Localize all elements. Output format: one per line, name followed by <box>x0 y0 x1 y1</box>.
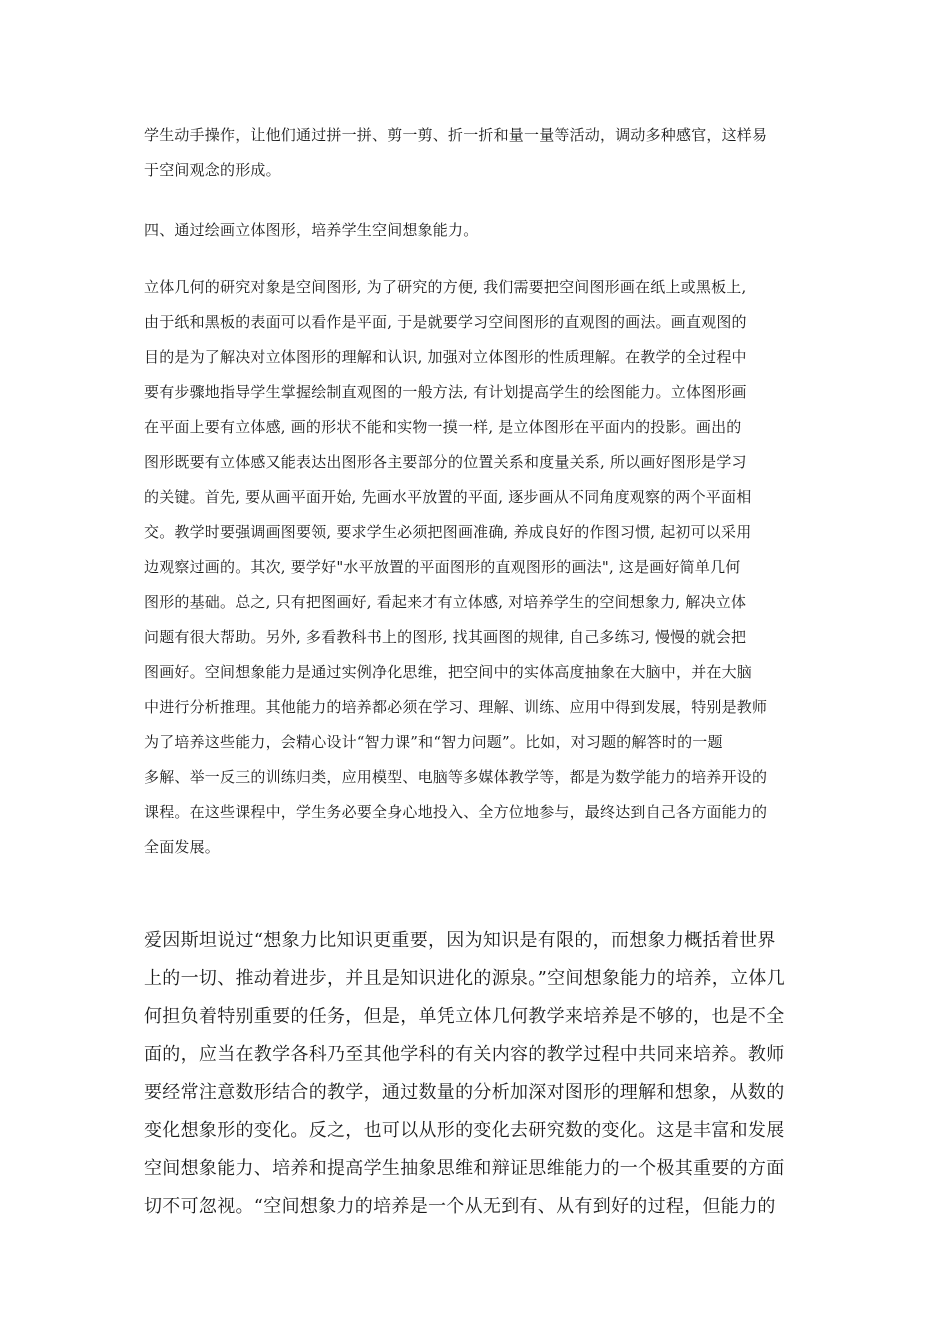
text-line: 在平面上要有立体感, 画的形状不能和实物一摸一样, 是立体图形在平面内的投影。画出的 <box>144 418 742 436</box>
paragraph-hands-on-activities <box>144 118 814 188</box>
text-line: 图形的基础。总之, 只有把图画好, 看起来才有立体感, 对培养学生的空间想象力, 解决立体 <box>144 593 747 611</box>
text-line: 全面发展。 <box>144 838 221 856</box>
text-line: 四、通过绘画立体图形，培养学生空间想象能力。 <box>144 221 479 239</box>
text-line: 多解、举一反三的训练归类，应用模型、电脑等多媒体教学等，都是为数学能力的培养开设的 <box>144 768 768 786</box>
text-line: 中进行分析推理。其他能力的培养都必须在学习、理解、训练、应用中得到发展，特别是教师 <box>144 698 768 716</box>
text-line: 爱因斯坦说过“想象力比知识更重要，因为知识是有限的，而想象力概括着世界 <box>144 930 776 951</box>
text-line: 图画好。空间想象能力是通过实例净化思维，把空间中的实体高度抽象在大脑中，并在大脑 <box>144 663 753 681</box>
text-line: 立体几何的研究对象是空间图形, 为了研究的方便, 我们需要把空间图形画在纸上或黑板上, <box>144 278 747 296</box>
text-line: 于空间观念的形成。 <box>144 161 281 179</box>
text-line: 由于纸和黑板的表面可以看作是平面, 于是就要学习空间图形的直观图的画法。画直观图的 <box>144 313 747 331</box>
text-line: 要经常注意数形结合的教学，通过数量的分析加深对图形的理解和想象，从数的 <box>144 1082 785 1103</box>
text-line: 边观察过画的。其次, 要学好"水平放置的平面图形的直观图形的画法", 这是画好简单几何 <box>144 558 741 576</box>
text-line: 的关键。首先, 要从画平面开始, 先画水平放置的平面, 逐步画从不同角度观察的两个平面相 <box>144 488 752 506</box>
paragraph-solid-geometry-drawing <box>144 270 814 865</box>
paragraph-einstein-quote <box>144 922 814 1226</box>
text-line: 何担负着特别重要的任务，但是，单凭立体几何教学来培养是不够的，也是不全 <box>144 1006 785 1027</box>
section-heading <box>144 213 814 248</box>
text-line: 空间想象能力、培养和提高学生抽象思维和辩证思维能力的一个极其重要的方面 <box>144 1158 785 1179</box>
text-line: 问题有很大帮助。另外, 多看教科书上的图形, 找其画图的规律, 自己多练习, 慢慢的就会把 <box>144 628 747 646</box>
text-line: 图形既要有立体感又能表达出图形各主要部分的位置关系和度量关系, 所以画好图形是学习 <box>144 453 747 471</box>
text-line: 要有步骤地指导学生掌握绘制直观图的一般方法, 有计划提高学生的绘图能力。立体图形画 <box>144 383 747 401</box>
text-line: 课程。在这些课程中，学生务必要全身心地投入、全方位地参与，最终达到自己各方面能力的 <box>144 803 768 821</box>
text-line: 切不可忽视。“空间想象力的培养是一个从无到有、从有到好的过程，但能力的 <box>144 1196 776 1217</box>
text-line: 目的是为了解决对立体图形的理解和认识, 加强对立体图形的性质理解。在教学的全过程中 <box>144 348 747 366</box>
text-line: 学生动手操作，让他们通过拼一拼、剪一剪、折一折和量一量等活动，调动多种感官，这样易 <box>144 126 768 144</box>
text-line: 为了培养这些能力，会精心设计“智力课”和“智力问题”。比如，对习题的解答时的一题 <box>144 733 723 751</box>
text-line: 上的一切、推动着进步，并且是知识进化的源泉。”空间想象能力的培养，立体几 <box>144 968 785 989</box>
text-line: 面的，应当在教学各科乃至其他学科的有关内容的教学过程中共同来培养。教师 <box>144 1044 785 1065</box>
text-line: 变化想象形的变化。反之，也可以从形的变化去研究数的变化。这是丰富和发展 <box>144 1120 785 1141</box>
text-line: 交。教学时要强调画图要领, 要求学生必须把图画准确, 养成良好的作图习惯, 起初可以采用 <box>144 523 752 541</box>
